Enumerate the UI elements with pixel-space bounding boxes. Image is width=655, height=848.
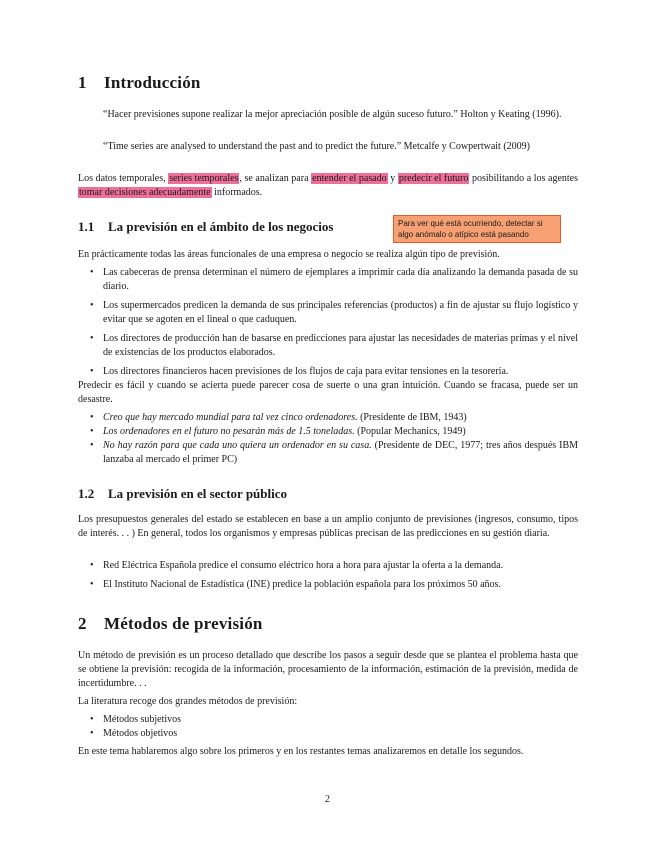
list-item: • Red Eléctrica Española predice el consumo eléctrico hora a hora para ajustar la oferta a la demanda. (90, 560, 504, 571)
negocios-bullet-list (78, 266, 578, 379)
subsection-heading-publico (78, 486, 287, 502)
highlight-series-temporales[interactable]: series temporales (169, 173, 239, 184)
predecir-paragraph: Predecir es fácil y cuando se acierta puede parecer cosa de suerte o una gran intuición. Cuando se fracasa, puede ser un desastre. (78, 380, 578, 405)
list-item-text: Los directores de producción han de basarse en predicciones para ajustar las necesidades de materias primas y el nivel de existencias de los productos elaborados. (103, 333, 578, 358)
list-item-text: Métodos subjetivos (103, 714, 182, 725)
quote-source: (Presidente de DEC, 1977; tres años después IBM lanzaba al mercado el primer PC) (103, 440, 579, 465)
list-item-text: Métodos objetivos (103, 728, 178, 739)
section-heading-metodos (78, 614, 263, 634)
list-item-text: Los supermercados predicen la demanda de sus principales referencias (productos) a fin de ajustar su flujo logístico y evitar que se agoten en el lineal o que caduquen. (103, 300, 578, 325)
quote-source: (Presidente de IBM, 1943) (357, 412, 467, 423)
subsection-title: La previsión en el sector público (108, 486, 287, 501)
intro-text: informados. (211, 187, 263, 198)
quote-source: (Popular Mechanics, 1949) (354, 426, 466, 437)
list-item: • Los directores de producción han de basarse en predicciones para ajustar las necesidades de materias primas y el nivel de existencias de los productos elaborados. (90, 333, 578, 358)
section-heading-introduccion (78, 73, 201, 93)
list-item: • Los directores financieros hacen previsiones de los flujos de caja para evitar tensiones en la tesorería. (90, 366, 509, 377)
subsection-heading-negocios (78, 219, 333, 235)
quote-holton: “Hacer previsiones supone realizar la mejor apreciación posible de algún suceso futuro.” Holton y Keating (1996). (103, 109, 562, 120)
section-title: Métodos de previsión (104, 614, 263, 633)
quote-text: No hay razón para que cada uno quiera un ordenador en su casa. (103, 440, 372, 451)
intro-text: y (387, 173, 398, 184)
intro-text: , se analizan para (239, 173, 312, 184)
subsection-number: 1.2 (78, 486, 95, 501)
publico-bullet-list (78, 559, 578, 592)
subsection-title: La previsión en el ámbito de los negocios (108, 219, 334, 234)
quote-text: Los ordenadores en el futuro no pesarán más de 1.5 toneladas. (103, 426, 355, 437)
intro-paragraph (78, 172, 578, 200)
highlight-tomar-decisiones[interactable]: tomar decisiones adecuadamente (79, 187, 211, 198)
quote-metcalfe: “Time series are analysed to understand the past and to predict the future.” Metcalfe y Cowpertwait (2009) (103, 141, 530, 152)
page-number: 2 (325, 794, 330, 805)
list-item-text: Las cabeceras de prensa determinan el número de ejemplares a imprimir cada día analizando la demanda pasada de su diario. (103, 267, 578, 292)
metodos-paragraph: Un método de previsión es un proceso detallado que describe los pasos a seguir desde que se plantea el problema hasta que se obtiene la previsión: recogida de la información, procesamiento de la información, estimación de la previsión, medida de incertidumbre. . . (78, 650, 578, 689)
section-title: Introducción (104, 73, 201, 92)
highlight-entender-pasado[interactable]: entender el pasado (312, 173, 387, 184)
annotation-note[interactable]: Para ver qué está ocurriendo, detectar si algo anómalo o atípico está pasando (393, 215, 561, 243)
conclusion-paragraph: En este tema hablaremos algo sobre los primeros y en los restantes temas analizaremos en detalle los segundos. (78, 746, 524, 757)
section-number: 1 (78, 73, 87, 92)
list-item-text: Red Eléctrica Española predice el consumo eléctrico hora a hora para ajustar la oferta a la demanda. (103, 560, 504, 571)
subsection-number: 1.1 (78, 219, 95, 234)
metodos-bullet-list (78, 713, 578, 741)
highlight-predecir-futuro[interactable]: predecir el futuro (398, 173, 469, 184)
quote-text: Creo que hay mercado mundial para tal vez cinco ordenadores. (103, 412, 358, 423)
list-item: • Métodos subjetivos (90, 714, 182, 725)
section-number: 2 (78, 614, 87, 633)
list-item: • Creo que hay mercado mundial para tal vez cinco ordenadores. (Presidente de IBM, 1943) (90, 412, 467, 423)
quotes-bullet-list (78, 411, 578, 467)
list-item-text: Los directores financieros hacen previsiones de los flujos de caja para evitar tensiones en la tesorería. (103, 366, 509, 377)
list-item: • Las cabeceras de prensa determinan el número de ejemplares a imprimir cada día analizando la demanda pasada de su diario. (90, 267, 578, 292)
list-item: • No hay razón para que cada uno quiera un ordenador en su casa. (Presidente de DEC, 1977; tres años después IBM lanzaba al mercado el primer PC) (90, 440, 579, 465)
list-item: • Métodos objetivos (90, 728, 178, 739)
literatura-paragraph: La literatura recoge dos grandes métodos de previsión: (78, 696, 298, 707)
list-item: • Los supermercados predicen la demanda de sus principales referencias (productos) a fin de ajustar su flujo logístico y evitar que se agoten en el lineal o que caduquen. (90, 300, 578, 325)
list-item-text: El Instituto Nacional de Estadística (INE) predice la población española para los próximos 50 años. (103, 579, 501, 590)
intro-text: posibilitando a los agentes (469, 173, 578, 184)
list-item: • El Instituto Nacional de Estadística (INE) predice la población española para los próximos 50 años. (90, 579, 501, 590)
intro-text: Los datos temporales, (78, 173, 169, 184)
negocios-lead: En prácticamente todas las áreas funcionales de una empresa o negocio se realiza algún tipo de previsión. (78, 249, 500, 260)
publico-paragraph: Los presupuestos generales del estado se establecen en base a un amplio conjunto de previsiones (ingresos, consumo, tipos de interés. . . ) En general, todos los organismos y empresas públicas precisan de las predicciones en su gestión diaria. (78, 514, 578, 539)
list-item: • Los ordenadores en el futuro no pesarán más de 1.5 toneladas. (Popular Mechanics, 1949) (90, 426, 466, 437)
